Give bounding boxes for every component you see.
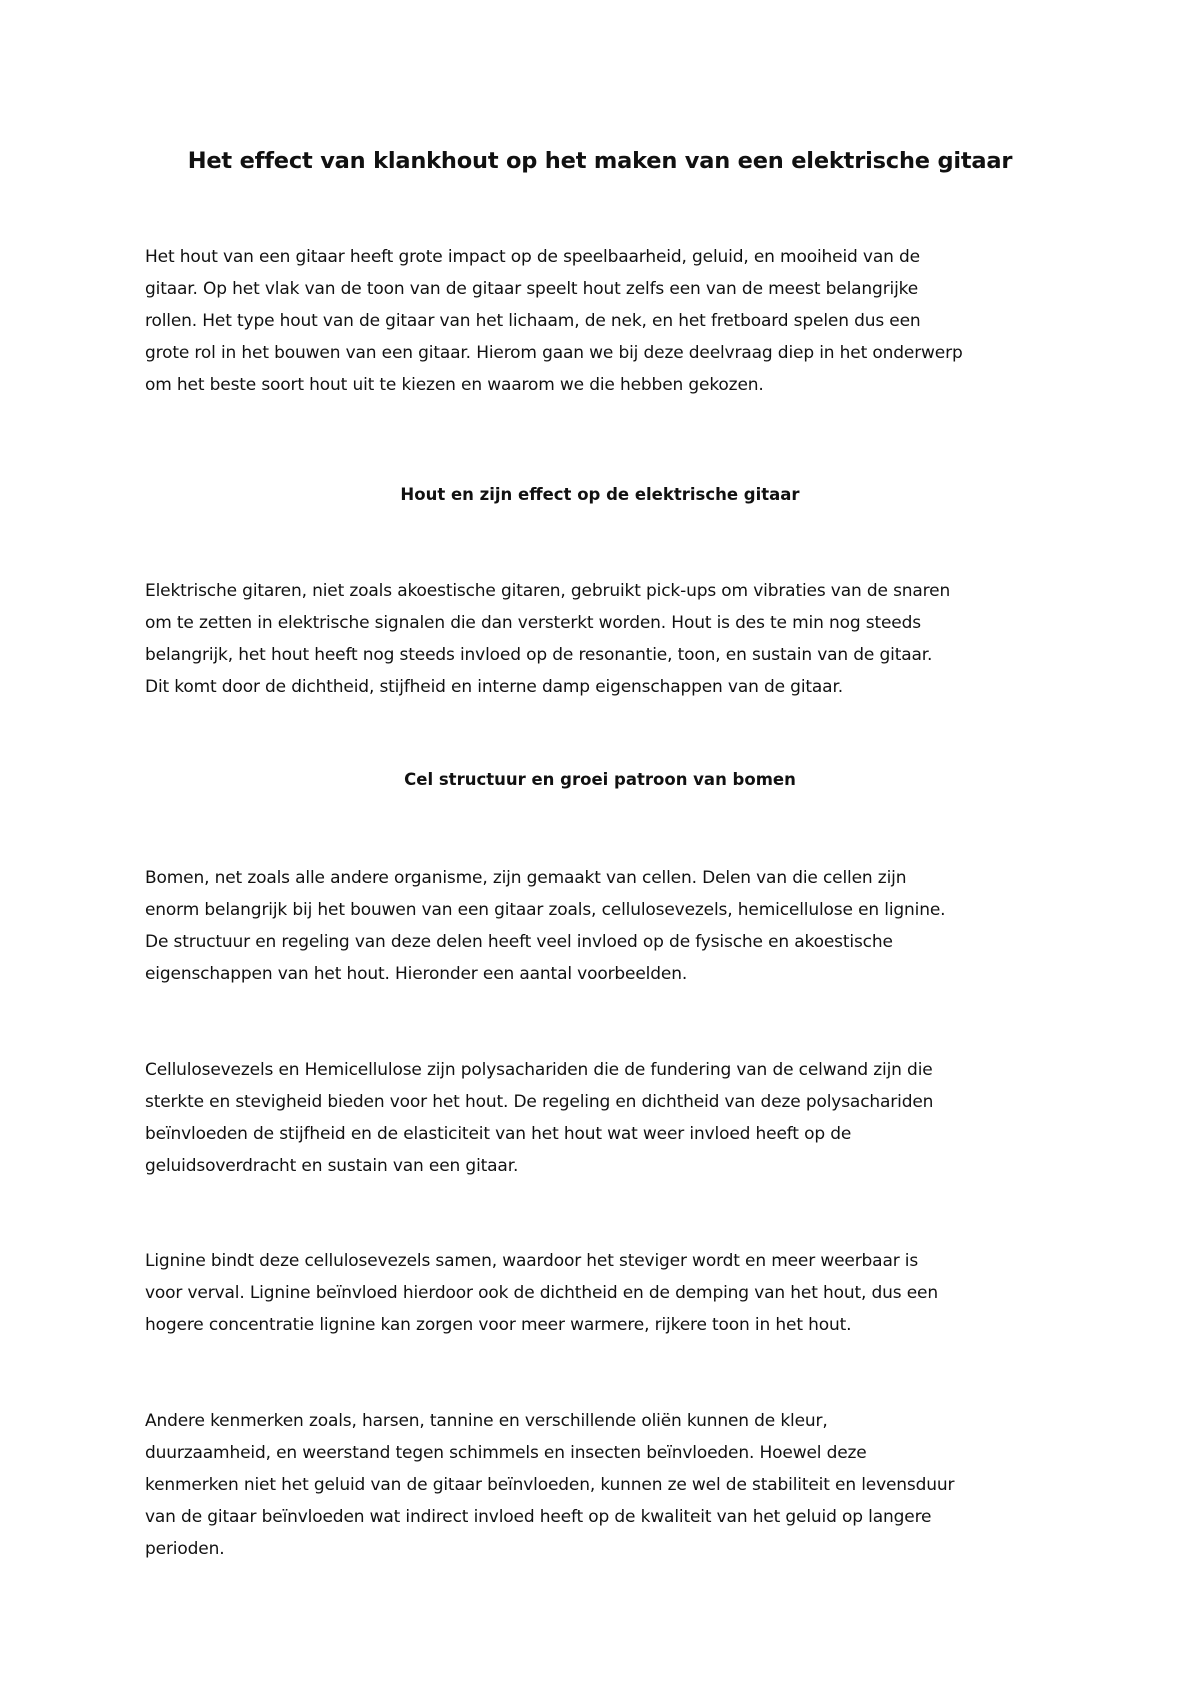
section2-paragraph-3: [145, 1245, 1075, 1341]
paragraph-line: De structuur en regeling van deze delen heeft veel invloed op de fysische en akoestische: [145, 932, 893, 952]
paragraph-line: Elektrische gitaren, niet zoals akoestische gitaren, gebruikt pick-ups om vibraties van de snaren: [145, 581, 951, 601]
paragraph-line: Dit komt door de dichtheid, stijfheid en interne damp eigenschappen van de gitaar.: [145, 677, 843, 697]
section2-paragraph-2: [145, 1054, 1075, 1182]
paragraph-line: Het hout van een gitaar heeft grote impact op de speelbaarheid, geluid, en mooiheid van de: [145, 247, 920, 267]
paragraph-line: belangrijk, het hout heeft nog steeds invloed op de resonantie, toon, en sustain van de gitaar.: [145, 645, 933, 665]
paragraph-line: rollen. Het type hout van de gitaar van het lichaam, de nek, en het fretboard spelen dus een: [145, 311, 921, 331]
intro-paragraph: [145, 241, 1075, 401]
section-heading-hout: Hout en zijn effect op de elektrische gitaar: [400, 485, 800, 504]
paragraph-line: Bomen, net zoals alle andere organisme, zijn gemaakt van cellen. Delen van die cellen zijn: [145, 868, 907, 888]
paragraph-line: hogere concentratie lignine kan zorgen voor meer warmere, rijkere toon in het hout.: [145, 1315, 852, 1335]
section1-paragraph: [145, 575, 1075, 703]
paragraph-line: voor verval. Lignine beïnvloed hierdoor ook de dichtheid en de demping van het hout, dus een: [145, 1283, 938, 1303]
paragraph-line: eigenschappen van het hout. Hieronder een aantal voorbeelden.: [145, 964, 688, 984]
paragraph-line: sterkte en stevigheid bieden voor het hout. De regeling en dichtheid van deze polysachariden: [145, 1092, 934, 1112]
paragraph-line: grote rol in het bouwen van een gitaar. Hierom gaan we bij deze deelvraag diep in het onderwerp: [145, 343, 963, 363]
paragraph-line: kenmerken niet het geluid van de gitaar beïnvloeden, kunnen ze wel de stabiliteit en levensduur: [145, 1475, 955, 1495]
paragraph-line: duurzaamheid, en weerstand tegen schimmels en insecten beïnvloeden. Hoewel deze: [145, 1443, 867, 1463]
paragraph-line: Cellulosevezels en Hemicellulose zijn polysachariden die de fundering van de celwand zijn die: [145, 1060, 933, 1080]
section2-paragraph-1: [145, 862, 1075, 990]
section-heading-cel-structuur: Cel structuur en groei patroon van bomen: [404, 770, 796, 789]
document-title: Het effect van klankhout op het maken van een elektrische gitaar: [187, 148, 1013, 174]
paragraph-line: Lignine bindt deze cellulosevezels samen, waardoor het steviger wordt en meer weerbaar is: [145, 1251, 919, 1271]
paragraph-line: gitaar. Op het vlak van de toon van de gitaar speelt hout zelfs een van de meest belangrijke: [145, 279, 919, 299]
paragraph-line: perioden.: [145, 1539, 225, 1559]
paragraph-line: beïnvloeden de stijfheid en de elasticiteit van het hout wat weer invloed heeft op de: [145, 1124, 852, 1144]
paragraph-line: om te zetten in elektrische signalen die dan versterkt worden. Hout is des te min nog steeds: [145, 613, 921, 633]
paragraph-line: enorm belangrijk bij het bouwen van een gitaar zoals, cellulosevezels, hemicellulose en lignine.: [145, 900, 946, 920]
paragraph-line: van de gitaar beïnvloeden wat indirect invloed heeft op de kwaliteit van het geluid op langere: [145, 1507, 932, 1527]
paragraph-line: om het beste soort hout uit te kiezen en waarom we die hebben gekozen.: [145, 375, 764, 395]
paragraph-line: Andere kenmerken zoals, harsen, tannine en verschillende oliën kunnen de kleur,: [145, 1411, 828, 1431]
section2-paragraph-4: [145, 1405, 1075, 1565]
paragraph-line: geluidsoverdracht en sustain van een gitaar.: [145, 1156, 519, 1176]
